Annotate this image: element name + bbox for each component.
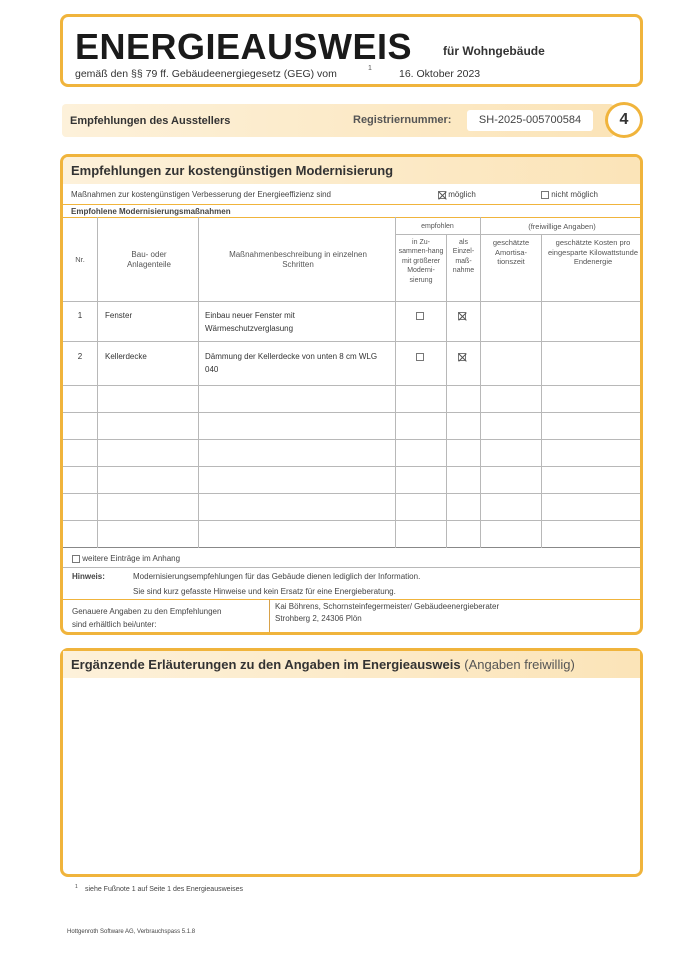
footer-footnote-mark: 1: [75, 884, 78, 890]
details-label-1: Genauere Angaben zu den Empfehlungen: [72, 607, 222, 616]
row-line: [63, 412, 640, 413]
details-label-2: sind erhältlich bei/unter:: [72, 620, 157, 629]
table-top-border: [63, 217, 640, 218]
law-date: 16. Oktober 2023: [399, 68, 481, 80]
col-optional-group: (freiwillige Angaben): [528, 222, 596, 231]
row-line: [63, 341, 640, 342]
recommendations-table: [63, 217, 640, 548]
not-possible-checkbox[interactable]: [541, 191, 549, 199]
law-reference: gemäß den §§ 79 ff. Gebäudeenergiegesetz (GEG) vom: [75, 68, 337, 80]
not-possible-option[interactable]: [541, 190, 598, 200]
table-bottom-line: [63, 547, 640, 548]
row-1-nr: 1: [77, 311, 83, 320]
aussteller-band: [62, 104, 614, 137]
possible-label: möglich: [448, 190, 476, 199]
column-line: [97, 217, 98, 548]
contact-line-2: Strohberg 2, 24306 Plön: [275, 614, 362, 623]
possible-option[interactable]: [438, 190, 476, 200]
row-2-combined[interactable]: [416, 350, 424, 363]
certificate-header: [60, 14, 643, 87]
row-line: [63, 466, 640, 467]
additional-explanations-section: [60, 648, 643, 877]
section-label: Empfohlene Modernisierungsmaßnahmen: [71, 207, 231, 216]
divider: [63, 599, 640, 600]
recommendations-section: [60, 154, 643, 635]
footer-footnote: siehe Fußnote 1 auf Seite 1 des Energieausweises: [85, 886, 243, 893]
group-divider: [395, 234, 480, 235]
col-component: Bau- oder Anlagenteile: [126, 250, 172, 269]
row-1-component: Fenster: [105, 311, 133, 320]
row-1-combined-checkbox[interactable]: [416, 312, 424, 320]
hint-line-1: Modernisierungsempfehlungen für das Gebäude dienen lediglich der Information.: [133, 572, 421, 581]
column-line: [541, 234, 542, 548]
document-subtitle: für Wohngebäude: [443, 44, 545, 58]
col-nr: Nr.: [75, 255, 85, 264]
col-recommended-group: empfohlen: [421, 223, 454, 230]
more-entries-checkbox[interactable]: [72, 555, 80, 563]
row-line: [63, 385, 640, 386]
divider: [63, 204, 640, 205]
column-line: [446, 234, 447, 548]
row-line: [63, 439, 640, 440]
col-combined: in Zu-sammen-hang mit größerer Moderni-sierung: [398, 239, 444, 284]
column-line: [480, 217, 481, 548]
hint-label: Hinweis:: [72, 572, 105, 581]
col-amortization: geschätzte Amortisa-tionszeit: [492, 238, 530, 266]
more-entries-label: weitere Einträge im Anhang: [82, 554, 181, 563]
row-1-single[interactable]: [458, 309, 466, 322]
column-line: [395, 217, 396, 548]
software-credit: Hottgenroth Software AG, Verbrauchspass 5.1.8: [67, 929, 196, 935]
footnote-mark: 1: [368, 65, 372, 72]
document-title: ENERGIEAUSWEIS: [75, 26, 413, 67]
row-1-combined[interactable]: [416, 309, 424, 322]
hint-line-2: Sie sind kurz gefasste Hinweise und kein Ersatz für eine Energieberatung.: [133, 587, 396, 596]
explanations-title-note: (Angaben freiwillig): [464, 657, 575, 672]
column-line: [198, 217, 199, 548]
row-2-nr: 2: [77, 352, 83, 361]
row-1-single-checkbox[interactable]: [458, 312, 466, 320]
registration-label: Registriernummer:: [353, 114, 452, 126]
row-2-component: Kellerdecke: [105, 352, 147, 361]
not-possible-label: nicht möglich: [551, 190, 598, 199]
row-2-combined-checkbox[interactable]: [416, 353, 424, 361]
row-line: [63, 493, 640, 494]
divider: [269, 599, 270, 635]
row-2-single[interactable]: [458, 350, 466, 363]
row-1-description: Einbau neuer Fenster mit Wärmeschutzverglasung: [205, 311, 295, 333]
aussteller-label: Empfehlungen des Ausstellers: [70, 115, 231, 127]
recommendations-title: Empfehlungen zur kostengünstigen Modernisierung: [63, 157, 640, 184]
measures-text: Maßnahmen zur kostengünstigen Verbesserung der Energieeffizienz sind: [71, 190, 332, 199]
row-line: [63, 520, 640, 521]
group-divider: [481, 234, 643, 235]
registration-number: SH-2025-005700584: [467, 110, 593, 131]
col-single: als Einzel-maß-nahme: [452, 239, 475, 275]
row-2-single-checkbox[interactable]: [458, 353, 466, 361]
header-bottom-line: [63, 301, 640, 302]
explanations-title-text: Ergänzende Erläuterungen zu den Angaben im Energieausweis: [71, 657, 461, 672]
col-description: Maßnahmenbeschreibung in einzelnen Schritten: [229, 250, 367, 269]
possible-checkbox[interactable]: [438, 191, 446, 199]
col-cost: geschätzte Kosten pro eingesparte Kilowattstunde Endenergie: [547, 238, 639, 266]
row-2-description: Dämmung der Kellerdecke von unten 8 cm WLG 040: [205, 352, 378, 374]
divider: [63, 567, 640, 568]
contact-line-1: Kai Böhrens, Schornsteinfegermeister/ Gebäudeenergieberater: [275, 602, 500, 611]
more-entries[interactable]: [72, 554, 180, 564]
additional-explanations-title: [63, 651, 640, 678]
page-number-badge: 4: [605, 102, 643, 138]
